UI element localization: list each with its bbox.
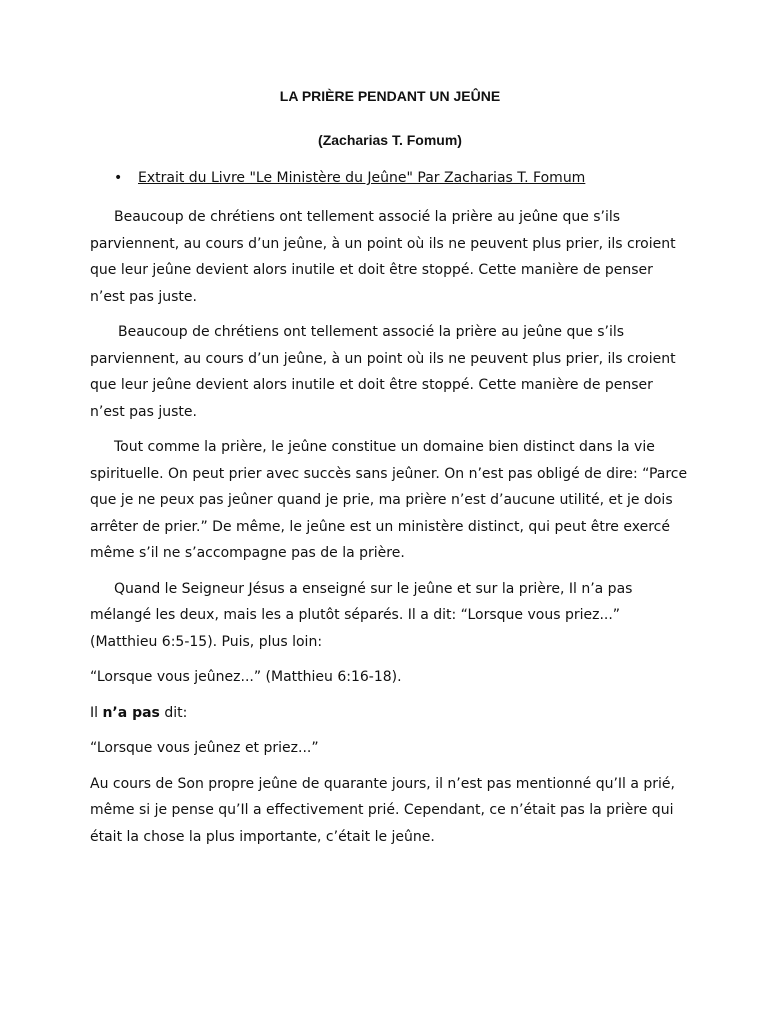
paragraph-4: Quand le Seigneur Jésus a enseigné sur le jeûne et sur la prière, Il n’a pas mélangé les deux, mais les a plutôt séparés. Il a dit: “Lorsque vous priez...” (Matthieu 6:5-15). Puis, plus loin:: [90, 580, 633, 650]
paragraph-5: “Lorsque vous jeûnez...” (Matthieu 6:16-18).: [90, 669, 402, 685]
document-author: (Zacharias T. Fomum): [318, 132, 462, 148]
paragraph-2: Beaucoup de chrétiens ont tellement associé la prière au jeûne que s’ils parviennent, au cours d’un jeûne, à un point où ils ne peuvent plus prier, ils croient que leur jeûne devient alors inutile et doit être stoppé. Cette manière de penser n’est pas juste.: [90, 324, 676, 420]
paragraph-6-bold: n’a pas: [102, 704, 160, 721]
document-title: LA PRIÈRE PENDANT UN JEÛNE: [279, 88, 501, 104]
document-page: [90, 86, 690, 859]
paragraph-6: [90, 700, 690, 727]
paragraph-6-post: dit:: [159, 704, 188, 721]
bullet-icon: •: [114, 170, 123, 186]
paragraph-8: Au cours de Son propre jeûne de quarante jours, il n’est pas mentionné qu’Il a prié, même si je pense qu’Il a effectivement prié. Cependant, ce n’était pas la prière qui était la chose la plus importante, c’était le jeûne.: [90, 775, 675, 845]
source-reference-link[interactable]: Extrait du Livre "Le Ministère du Jeûne" Par Zacharias T. Fomum: [138, 170, 586, 186]
paragraph-6-pre: Il: [90, 704, 103, 721]
paragraph-3: Tout comme la prière, le jeûne constitue un domaine bien distinct dans la vie spirituelle. On peut prier avec succès sans jeûner. On n’est pas obligé de dire: “Parce que je ne peux pas jeûner quand je prie, ma prière n’est d’aucune utilité, et je dois arrêter de prier.” De même, le jeûne est un ministère distinct, qui peut être exercé même s’il ne s’accompagne pas de la prière.: [90, 439, 688, 561]
paragraph-7: “Lorsque vous jeûnez et priez...”: [90, 740, 319, 756]
paragraph-1: Beaucoup de chrétiens ont tellement associé la prière au jeûne que s’ils parviennent, au cours d’un jeûne, à un point où ils ne peuvent plus prier, ils croient que leur jeûne devient alors inutile et doit être stoppé. Cette manière de penser n’est pas juste.: [90, 209, 676, 305]
source-bullet: [90, 168, 690, 188]
